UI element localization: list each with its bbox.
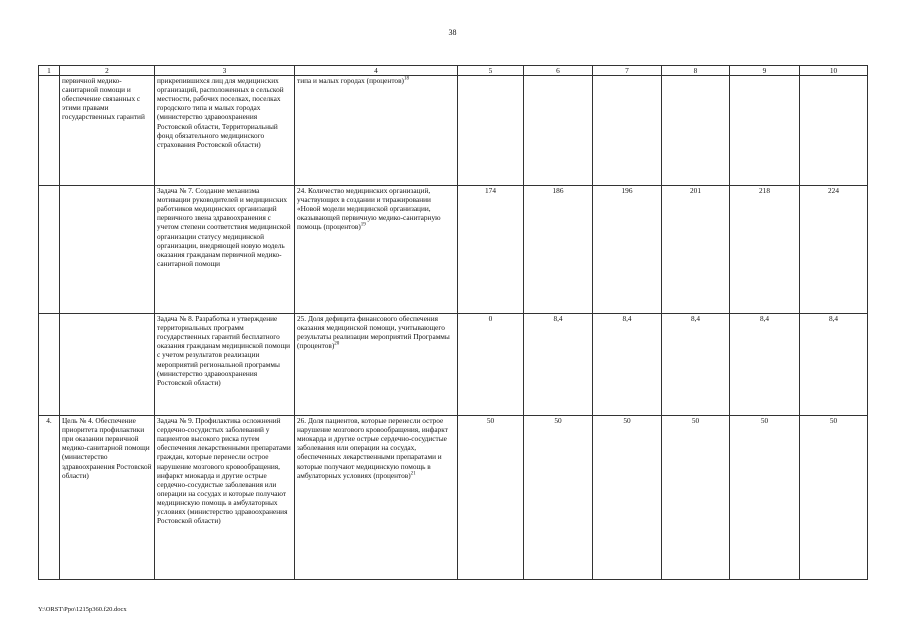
value-cell: 218 <box>730 186 800 314</box>
column-header: 7 <box>593 66 662 76</box>
column-header: 1 <box>39 66 60 76</box>
value-cell: 174 <box>458 186 524 314</box>
row-number-cell: 4. <box>39 416 60 580</box>
task-cell: прикрепившихся лиц для медицинских организаций, расположенных в сельской местности, рабочих поселках, поселках городского типа и малых городах (министерство здравоохранения Ростовской области, Территориальный фонд обязательного медицинского страхования Ростовской области) <box>155 76 295 186</box>
indicator-cell: 25. Доля дефицита финансового обеспечения оказания медицинской помощи, учитывающего результаты реализации мероприятий Программы (процентов)$^{20}$ <box>295 314 458 416</box>
goal-cell: Цель № 4. Обеспечение приоритета профилактики при оказании первичной медико-санитарной помощи (министерство здравоохранения Ростовской области) <box>60 416 155 580</box>
value-cell <box>524 76 593 186</box>
table-row <box>39 76 868 186</box>
value-cell <box>593 76 662 186</box>
indicator-cell: 26. Доля пациентов, которые перенесли острое нарушение мозгового кровообращения, инфаркт миокарда и другие острые сердечно-сосудистые заболевания или операции на сосудах, обеспеченных лекарственными препаратами и которые получают медицинскую помощь в амбулаторных условиях (процентов)$^{21}$ <box>295 416 458 580</box>
task-cell: Задача № 8. Разработка и утверждение территориальных программ государственных гарантий бесплатного оказания гражданам медицинской помощи с учетом результатов реализации мероприятий региональной программы (министерство здравоохранения Ростовской области) <box>155 314 295 416</box>
value-cell: 186 <box>524 186 593 314</box>
footnote-ref: 20 <box>334 341 340 347</box>
indicators-table <box>38 65 868 580</box>
value-cell: 8,4 <box>662 314 730 416</box>
indicator-cell: типа и малых городах (процентов)$^{18}$ <box>295 76 458 186</box>
table-row <box>39 314 868 416</box>
value-cell: 50 <box>730 416 800 580</box>
value-cell: 201 <box>662 186 730 314</box>
value-cell <box>662 76 730 186</box>
row-number-cell <box>39 76 60 186</box>
value-cell: 50 <box>524 416 593 580</box>
table-row <box>39 186 868 314</box>
value-cell: 196 <box>593 186 662 314</box>
footnote-ref: 18 <box>403 76 409 82</box>
column-header: 9 <box>730 66 800 76</box>
footnote-ref: 19 <box>360 223 366 229</box>
column-header: 10 <box>800 66 868 76</box>
column-header: 5 <box>458 66 524 76</box>
goal-cell <box>60 314 155 416</box>
column-header: 4 <box>295 66 458 76</box>
column-header: 3 <box>155 66 295 76</box>
value-cell: 8,4 <box>730 314 800 416</box>
value-cell: 8,4 <box>524 314 593 416</box>
footer-file-path: Y:\ORST\Ppo\1215p360.f20.docx <box>38 606 127 613</box>
value-cell <box>800 76 868 186</box>
value-cell: 50 <box>593 416 662 580</box>
column-header: 2 <box>60 66 155 76</box>
goal-cell: первичной медико-санитарной помощи и обеспечение связанных с этими правами государственных гарантий <box>60 76 155 186</box>
task-cell: Задача № 9. Профилактика осложнений сердечно-сосудистых заболеваний у пациентов высокого риска путем обеспечения лекарственными препаратами граждан, которые перенесли острое нарушение мозгового кровообращения, инфаркт миокарда и другие острые сердечно-сосудистые заболевания или операции на сосудах и которые получают медицинскую помощь в амбулаторных условиях (министерство здравоохранения Ростовской области) <box>155 416 295 580</box>
value-cell: 50 <box>458 416 524 580</box>
value-cell <box>458 76 524 186</box>
row-number-cell <box>39 314 60 416</box>
page-number: 38 <box>448 28 457 37</box>
value-cell: 8,4 <box>800 314 868 416</box>
value-cell: 50 <box>800 416 868 580</box>
column-header: 8 <box>662 66 730 76</box>
table-row <box>39 416 868 580</box>
value-cell <box>730 76 800 186</box>
column-header: 6 <box>524 66 593 76</box>
indicator-cell: 24. Количество медицинских организаций, участвующих в создании и тиражировании «Новой модели медицинской организации, оказывающей первичную медико-санитарную помощь (процентов)$^{19}$ <box>295 186 458 314</box>
goal-cell <box>60 186 155 314</box>
table-header-row <box>39 66 868 76</box>
value-cell: 224 <box>800 186 868 314</box>
value-cell: 0 <box>458 314 524 416</box>
row-number-cell <box>39 186 60 314</box>
value-cell: 8,4 <box>593 314 662 416</box>
task-cell: Задача № 7. Создание механизма мотивации руководителей и медицинских работников медицинских организаций первичного звена здравоохранения с учетом степени соответствия медицинской организации статусу медицинской организации, внедряющей новую модель оказания гражданам первичной медико-санитарной помощи <box>155 186 295 314</box>
value-cell: 50 <box>662 416 730 580</box>
footnote-ref: 21 <box>410 471 416 477</box>
